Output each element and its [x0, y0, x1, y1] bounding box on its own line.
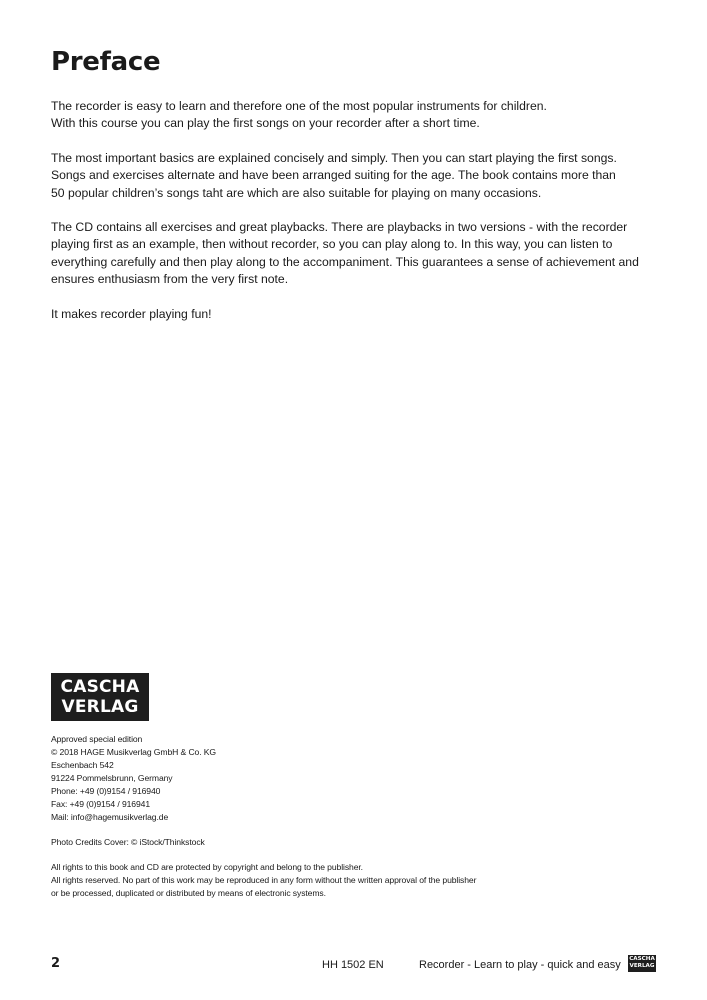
page-title: Preface [51, 47, 161, 77]
preface-body [51, 98, 671, 340]
paragraph-cd [51, 219, 671, 289]
text-line: Songs and exercises alternate and have been arranged suiting for the age. The book contains more than [51, 168, 616, 183]
imprint-line: Fax: +49 (0)9154 / 916941 [51, 799, 151, 809]
series-title: Recorder - Learn to play - quick and easy [419, 959, 621, 971]
text-line: The recorder is easy to learn and therefore one of the most popular instruments for children. [51, 99, 547, 113]
paragraph-closing [51, 306, 671, 323]
imprint-block [51, 733, 216, 824]
imprint-line: Mail: info@hagemusikverlag.de [51, 812, 169, 822]
paragraph-basics [51, 150, 671, 202]
page-number: 2 [51, 956, 61, 971]
imprint-line: © 2018 HAGE Musikverlag GmbH & Co. KG [51, 747, 217, 757]
logo-line-1: CASCHA [60, 677, 140, 697]
imprint-line: Eschenbach 542 [51, 760, 114, 770]
rights-line: or be processed, duplicated or distributed by means of electronic systems. [51, 888, 326, 898]
text-line: The most important basics are explained concisely and simply. Then you can start playing the first songs. [51, 150, 617, 165]
text-line: playing first as an example, then without recorder, so you can play along to. In this way, you can listen to [51, 237, 613, 252]
paragraph-intro [51, 98, 671, 133]
text-line: With this course you can play the first songs on your recorder after a short time. [51, 116, 480, 131]
footer-publisher-logo [628, 955, 656, 972]
mini-logo-line-2: VERLAG [629, 963, 655, 970]
rights-notice [51, 861, 476, 900]
text-line: It makes recorder playing fun! [51, 306, 212, 321]
rights-line: All rights to this book and CD are protected by copyright and belong to the publisher. [51, 862, 363, 872]
imprint-line: Approved special edition [51, 734, 143, 744]
rights-line: All rights reserved. No part of this work may be reproduced in any form without the written approval of the publisher [51, 875, 477, 885]
imprint-line: 91224 Pommelsbrunn, Germany [51, 773, 173, 783]
product-code: HH 1502 EN [322, 959, 384, 971]
photo-credits [51, 836, 205, 849]
text-line: The CD contains all exercises and great playbacks. There are playbacks in two versions - with the recorder [51, 220, 628, 235]
logo-line-2: VERLAG [61, 697, 139, 717]
imprint-line: Phone: +49 (0)9154 / 916940 [51, 786, 161, 796]
text-line: ensures enthusiasm from the very first note. [51, 272, 289, 287]
text-line: 50 popular children’s songs taht are which are also suitable for playing on many occasions. [51, 185, 542, 200]
text-line: everything carefully and then play along to the accompaniment. This guarantees a sense of achievement and [51, 254, 639, 269]
mini-logo-line-1: CASCHA [629, 956, 655, 962]
photo-credits-text: Photo Credits Cover: © iStock/Thinkstock [51, 837, 205, 847]
publisher-logo [51, 673, 149, 721]
